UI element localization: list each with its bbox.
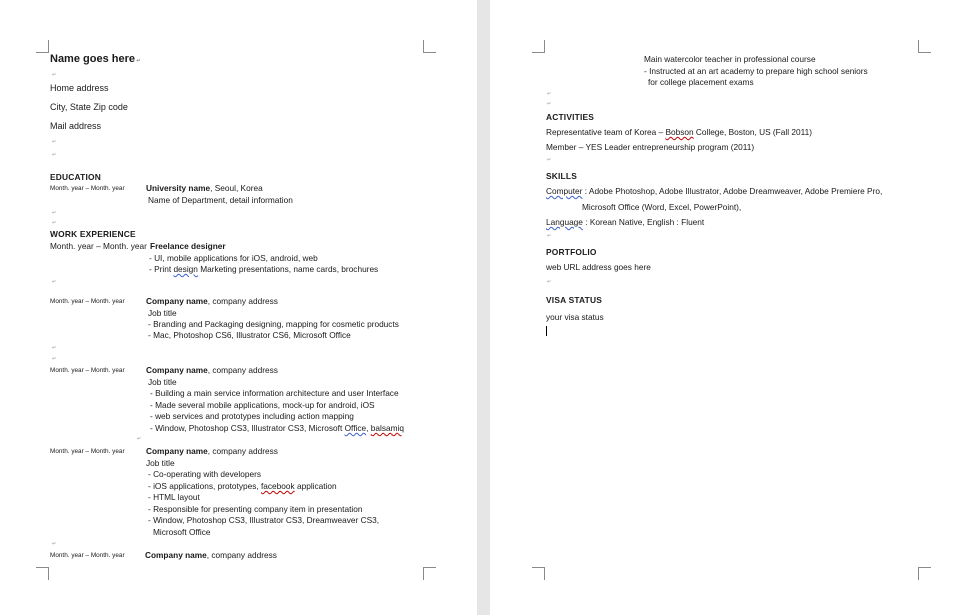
job3-date[interactable]: Month. year – Month. year bbox=[50, 367, 125, 374]
job2-company[interactable] bbox=[146, 296, 278, 306]
portfolio-url[interactable]: web URL address goes here bbox=[546, 262, 651, 272]
job2-company-address: , company address bbox=[207, 296, 278, 306]
crop-mark-bottom-right bbox=[918, 567, 931, 580]
visa-status-heading[interactable]: VISA STATUS bbox=[546, 295, 603, 305]
paragraph-mark: ↵ bbox=[52, 210, 57, 216]
resume-name-text: Name goes here bbox=[50, 53, 135, 65]
document-page-1[interactable] bbox=[0, 0, 477, 615]
portfolio-heading[interactable]: PORTFOLIO bbox=[546, 247, 597, 257]
job4-jobtitle[interactable]: Job title bbox=[146, 458, 175, 468]
crop-mark-bottom-left bbox=[36, 567, 49, 580]
paragraph-mark: ↵ bbox=[547, 233, 552, 239]
activity-1-post: College, Boston, US (Fall 2011) bbox=[693, 127, 812, 137]
job4-date[interactable]: Month. year – Month. year bbox=[50, 448, 125, 455]
skills-language[interactable] bbox=[546, 217, 704, 227]
job1-bullet2-pre: - Print bbox=[149, 264, 174, 274]
job4-bullet2-flagged: facebook bbox=[260, 481, 295, 491]
job4-bullet2[interactable] bbox=[148, 481, 337, 491]
job4-bullet3[interactable]: - HTML layout bbox=[148, 492, 200, 502]
computer-skills: Adobe Photoshop, Adobe Illustrator, Adobe Dreamweaver, Adobe Premiere Pro, bbox=[588, 186, 883, 196]
computer-label: Computer bbox=[546, 186, 583, 196]
job3-bullet2[interactable]: - Made several mobile applications, mock-up for android, iOS bbox=[150, 400, 375, 410]
job5-company-name: Company name bbox=[145, 550, 207, 560]
job3-bullet4-pre: - Window, Photoshop CS3, Illustrator CS3, Microsoft bbox=[150, 423, 345, 433]
job4-bullet4[interactable]: - Responsible for presenting company item in presentation bbox=[148, 504, 363, 514]
crop-mark-top-left bbox=[36, 40, 49, 53]
language-label: Language bbox=[546, 217, 583, 227]
activity-1-pre: Representative team of Korea – bbox=[546, 127, 666, 137]
education-school[interactable] bbox=[146, 183, 263, 193]
job5-date[interactable]: Month. year – Month. year bbox=[50, 552, 125, 559]
paragraph-mark: ↵ bbox=[52, 139, 57, 145]
job3-bullet4[interactable] bbox=[150, 423, 404, 433]
job4-bullet2-pre: - iOS applications, prototypes, bbox=[148, 481, 261, 491]
language-skills: Korean Native, English : Fluent bbox=[589, 217, 705, 227]
school-location: , Seoul, Korea bbox=[210, 183, 263, 193]
crop-mark-bottom-left bbox=[532, 567, 545, 580]
job1-bullet2-post: Marketing presentations, name cards, brochures bbox=[197, 264, 379, 274]
activity-1-flagged: Bobson bbox=[665, 127, 694, 137]
paragraph-mark: ↵ bbox=[52, 72, 57, 78]
mail-address[interactable]: Mail address bbox=[50, 121, 102, 131]
job4-bullet2-post: application bbox=[294, 481, 337, 491]
job5-company[interactable] bbox=[145, 550, 277, 560]
paragraph-mark: ↵ bbox=[547, 157, 552, 163]
job1-date[interactable]: Month. year – Month. year bbox=[50, 241, 147, 251]
job1-bullet2-flagged: design bbox=[173, 264, 198, 274]
crop-mark-top-right bbox=[918, 40, 931, 53]
paragraph-mark: ↵ bbox=[134, 58, 141, 64]
education-date[interactable]: Month. year – Month. year bbox=[50, 185, 125, 192]
job3-bullet1[interactable]: - Building a main service information architecture and user Interface bbox=[150, 388, 399, 398]
teacher-line-2[interactable]: - Instructed at an art academy to prepare high school seniors bbox=[644, 66, 868, 76]
paragraph-mark: ↵ bbox=[52, 220, 57, 226]
computer-separator: : bbox=[582, 186, 589, 196]
job4-company[interactable] bbox=[146, 446, 278, 456]
paragraph-mark: ↵ bbox=[547, 279, 552, 285]
skills-computer[interactable] bbox=[546, 186, 882, 196]
job4-company-name: Company name bbox=[146, 446, 208, 456]
resume-name[interactable] bbox=[50, 54, 141, 64]
job4-company-address: , company address bbox=[207, 446, 278, 456]
activity-1[interactable] bbox=[546, 127, 812, 137]
crop-mark-bottom-right bbox=[423, 567, 436, 580]
job2-date[interactable]: Month. year – Month. year bbox=[50, 298, 125, 305]
job2-bullet1[interactable]: - Branding and Packaging designing, mapping for cosmetic products bbox=[148, 319, 399, 329]
home-address[interactable]: Home address bbox=[50, 83, 109, 93]
job3-company-address: , company address bbox=[207, 365, 278, 375]
activities-heading[interactable]: ACTIVITIES bbox=[546, 112, 595, 122]
job4-bullet5[interactable]: - Window, Photoshop CS3, Illustrator CS3, Dreamweaver CS3, bbox=[148, 515, 380, 525]
paragraph-mark: ↵ bbox=[52, 152, 57, 158]
paragraph-mark: ↵ bbox=[52, 356, 57, 362]
document-page-2[interactable] bbox=[490, 0, 966, 615]
job3-bullet4-balsamiq: balsamiq bbox=[370, 423, 404, 433]
teacher-line-3[interactable]: for college placement exams bbox=[648, 77, 754, 87]
job2-jobtitle[interactable]: Job title bbox=[148, 308, 177, 318]
job4-bullet5-continued[interactable]: Microsoft Office bbox=[153, 527, 211, 537]
job3-company-name: Company name bbox=[146, 365, 208, 375]
text-cursor bbox=[546, 326, 547, 336]
job4-bullet1[interactable]: - Co-operating with developers bbox=[148, 469, 261, 479]
job3-jobtitle[interactable]: Job title bbox=[148, 377, 177, 387]
job3-company[interactable] bbox=[146, 365, 278, 375]
crop-mark-top-right bbox=[423, 40, 436, 53]
city-state-zip[interactable]: City, State Zip code bbox=[50, 102, 128, 112]
job2-bullet2[interactable]: - Mac, Photoshop CS6, Illustrator CS6, Microsoft Office bbox=[148, 330, 351, 340]
job3-bullet4-office: Office bbox=[344, 423, 367, 433]
paragraph-mark: ↵ bbox=[52, 345, 57, 351]
job2-company-name: Company name bbox=[146, 296, 208, 306]
job1-title[interactable] bbox=[150, 241, 226, 251]
paragraph-mark: ↵ bbox=[547, 91, 552, 97]
job1-bullet1[interactable]: - UI, mobile applications for iOS, android, web bbox=[149, 253, 318, 263]
job1-title-text: Freelance designer bbox=[150, 241, 226, 251]
skills-computer-continued[interactable]: Microsoft Office (Word, Excel, PowerPoint), bbox=[582, 202, 742, 212]
crop-mark-top-left bbox=[532, 40, 545, 53]
paragraph-mark: ↵ bbox=[52, 279, 57, 285]
job1-bullet2[interactable] bbox=[149, 264, 378, 274]
job3-bullet3[interactable]: - web services and prototypes including action mapping bbox=[150, 411, 354, 421]
activity-2[interactable]: Member – YES Leader entrepreneurship program (2011) bbox=[546, 142, 755, 152]
education-department[interactable]: Name of Department, detail information bbox=[148, 195, 293, 205]
job3-bullet4-sep: , bbox=[366, 423, 371, 433]
visa-status-text[interactable]: your visa status bbox=[546, 312, 604, 322]
job5-company-address: , company address bbox=[206, 550, 277, 560]
work-experience-heading[interactable]: WORK EXPERIENCE bbox=[50, 229, 136, 239]
paragraph-mark: ↵ bbox=[137, 436, 142, 442]
language-separator: : bbox=[582, 217, 590, 227]
paragraph-mark: ↵ bbox=[52, 541, 57, 547]
education-heading[interactable]: EDUCATION bbox=[50, 172, 101, 182]
school-name: University name bbox=[146, 183, 211, 193]
paragraph-mark: ↵ bbox=[547, 101, 552, 107]
skills-heading[interactable]: SKILLS bbox=[546, 171, 577, 181]
teacher-line-1[interactable]: Main watercolor teacher in professional course bbox=[644, 54, 816, 64]
